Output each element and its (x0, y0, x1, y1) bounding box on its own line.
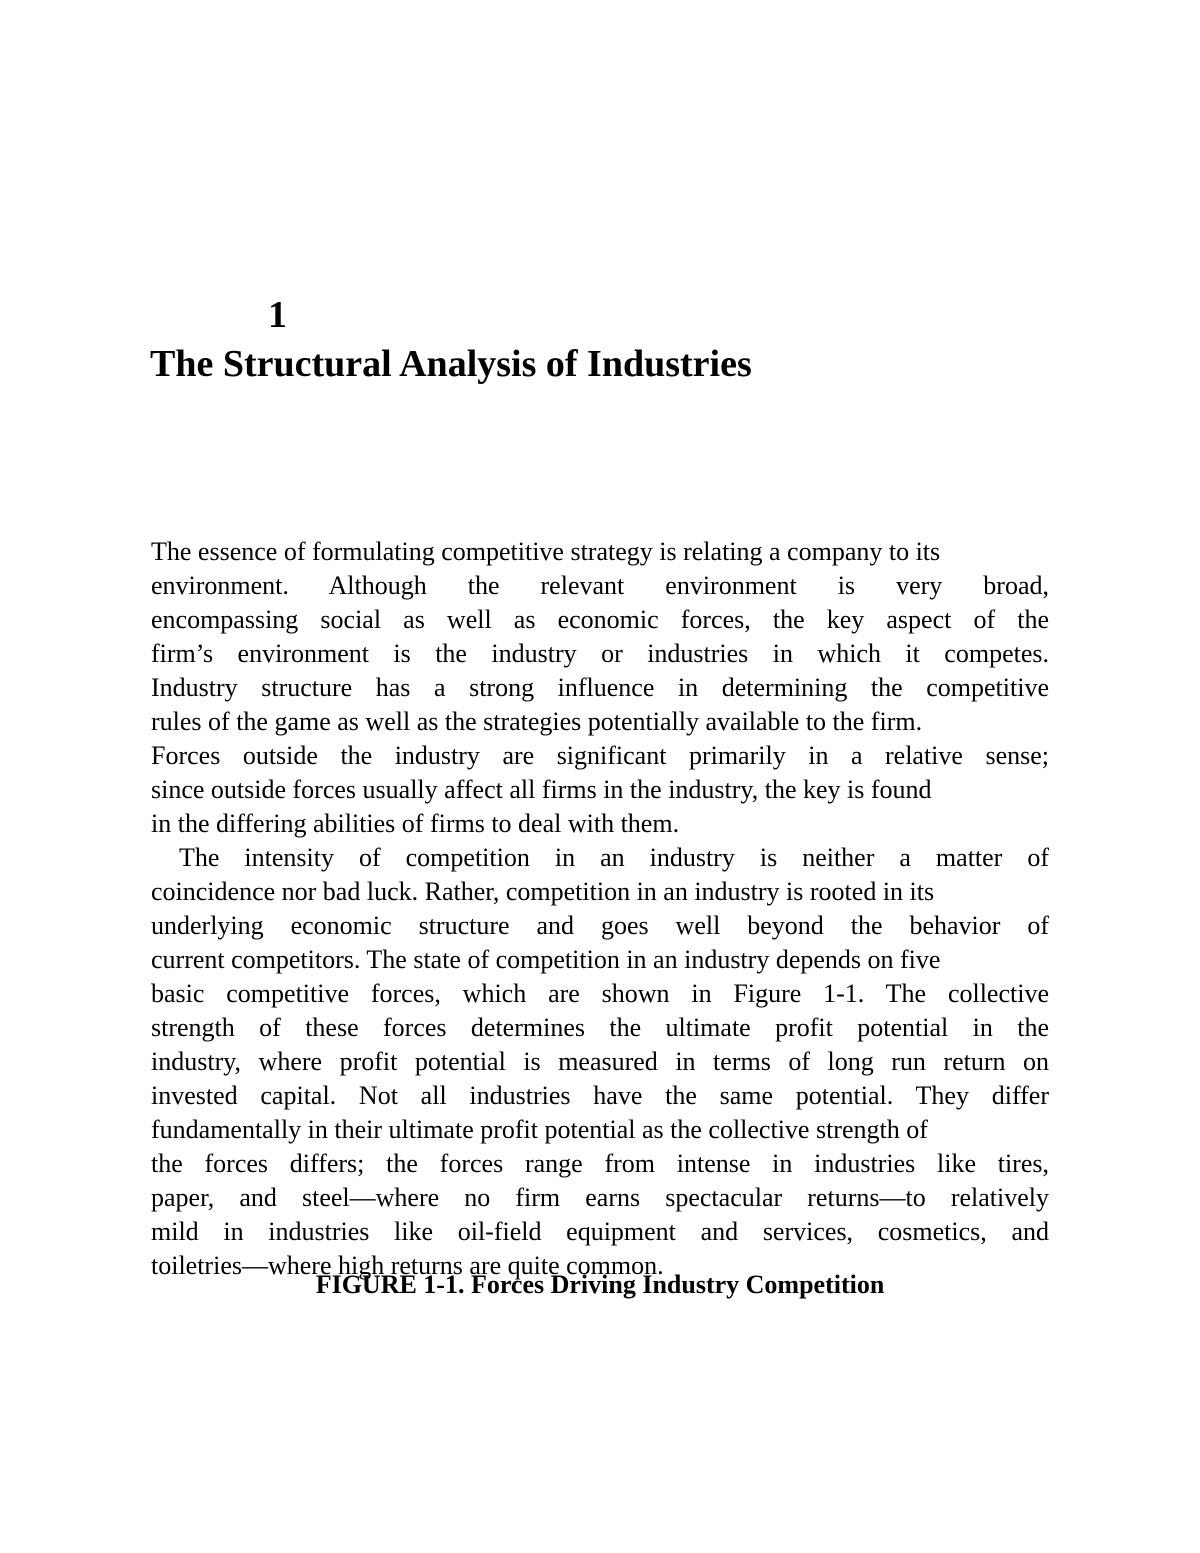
text-line: Forces outside the industry are significant primarily in a relative sense; (151, 741, 1049, 770)
text-line: mild in industries like oil-field equipment and services, cosmetics, and (151, 1217, 1049, 1246)
text-line: coincidence nor bad luck. Rather, competition in an industry is rooted in its (151, 877, 935, 906)
text-line: in the differing abilities of firms to deal with them. (151, 809, 680, 838)
text-line: strength of these forces determines the ultimate profit potential in the (151, 1013, 1049, 1042)
body-text (151, 535, 1049, 1283)
figure-caption: FIGURE 1-1. Forces Driving Industry Competition (315, 1270, 885, 1299)
text-line: toiletries—where high returns are quite common. (151, 1251, 664, 1280)
text-line: current competitors. The state of competition in an industry depends on five (151, 945, 941, 974)
text-line: underlying economic structure and goes well beyond the behavior of (151, 911, 1049, 940)
text-line: the forces differs; the forces range from intense in industries like tires, (151, 1149, 1049, 1178)
text-line: industry, where profit potential is measured in terms of long run return on (151, 1047, 1049, 1076)
text-line: The essence of formulating competitive strategy is relating a company to its (151, 537, 941, 566)
text-line: rules of the game as well as the strategies potentially available to the firm. (151, 707, 923, 736)
text-line: encompassing social as well as economic forces, the key aspect of the (151, 605, 1049, 634)
text-line: paper, and steel—where no firm earns spectacular returns—to relatively (151, 1183, 1049, 1212)
text-line: fundamentally in their ultimate profit potential as the collective strength of (151, 1115, 928, 1144)
text-line: since outside forces usually affect all firms in the industry, the key is found (151, 775, 932, 804)
text-line: environment. Although the relevant environment is very broad, (151, 571, 1049, 600)
paragraph-1 (151, 535, 1049, 841)
text-line: invested capital. Not all industries have the same potential. They differ (151, 1081, 1049, 1110)
chapter-number: 1 (268, 294, 287, 336)
paragraph-2 (151, 841, 1049, 1283)
text-line: The intensity of competition in an industry is neither a matter of (179, 843, 1049, 872)
text-line: basic competitive forces, which are shown in Figure 1-1. The collective (151, 979, 1049, 1008)
chapter-title: The Structural Analysis of Industries (150, 343, 752, 385)
text-line: Industry structure has a strong influence in determining the competitive (151, 673, 1049, 702)
text-line: firm’s environment is the industry or industries in which it competes. (151, 639, 1049, 668)
